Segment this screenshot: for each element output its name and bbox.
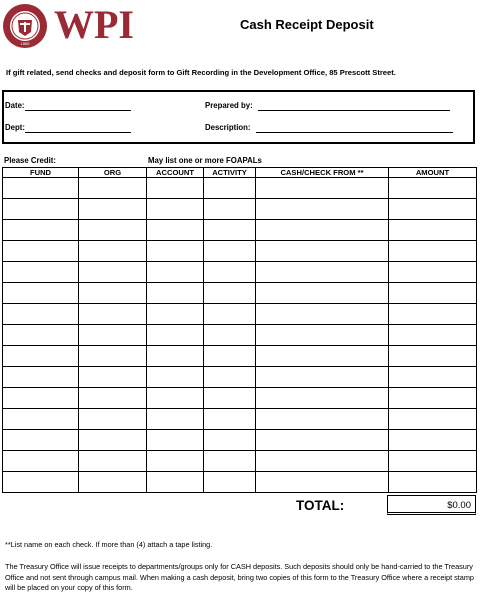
- cell-amount[interactable]: [389, 451, 477, 472]
- table-row: [3, 199, 477, 220]
- cell-fund[interactable]: [3, 346, 79, 367]
- description-field[interactable]: [256, 123, 453, 133]
- cell-cash-check-from[interactable]: [256, 199, 389, 220]
- table-row: [3, 388, 477, 409]
- table-row: [3, 304, 477, 325]
- table-row: [3, 220, 477, 241]
- cell-cash-check-from[interactable]: [256, 346, 389, 367]
- cell-org[interactable]: [79, 220, 147, 241]
- please-credit-label: Please Credit:: [4, 156, 57, 165]
- cell-org[interactable]: [79, 325, 147, 346]
- page-title: Cash Receipt Deposit: [240, 17, 374, 32]
- cell-activity[interactable]: [204, 367, 256, 388]
- cell-org[interactable]: [79, 304, 147, 325]
- cell-org[interactable]: [79, 241, 147, 262]
- cell-org[interactable]: [79, 472, 147, 493]
- cell-fund[interactable]: [3, 220, 79, 241]
- cell-amount[interactable]: [389, 262, 477, 283]
- cell-activity[interactable]: [204, 283, 256, 304]
- table-row: [3, 367, 477, 388]
- cell-activity[interactable]: [204, 241, 256, 262]
- cell-fund[interactable]: [3, 388, 79, 409]
- cell-amount[interactable]: [389, 283, 477, 304]
- cell-account[interactable]: [147, 430, 204, 451]
- cell-account[interactable]: [147, 241, 204, 262]
- cell-activity[interactable]: [204, 325, 256, 346]
- cell-amount[interactable]: [389, 220, 477, 241]
- info-box: [2, 90, 475, 144]
- cell-amount[interactable]: [389, 472, 477, 493]
- cell-activity[interactable]: [204, 178, 256, 199]
- cell-activity[interactable]: [204, 220, 256, 241]
- cell-activity[interactable]: [204, 346, 256, 367]
- cell-account[interactable]: [147, 262, 204, 283]
- cell-activity[interactable]: [204, 430, 256, 451]
- cell-account[interactable]: [147, 199, 204, 220]
- table-row: [3, 451, 477, 472]
- cell-fund[interactable]: [3, 451, 79, 472]
- cell-org[interactable]: [79, 199, 147, 220]
- total-amount: $0.00: [447, 500, 471, 511]
- table-row: [3, 262, 477, 283]
- cell-account[interactable]: [147, 409, 204, 430]
- col-header-activity: ACTIVITY: [204, 168, 256, 178]
- table-row: [3, 346, 477, 367]
- cell-activity[interactable]: [204, 388, 256, 409]
- gift-notice: If gift related, send checks and deposit form to Gift Recording in the Development Office, 85 Prescott Street.: [6, 68, 396, 77]
- svg-text:1865: 1865: [20, 41, 30, 46]
- foapal-note: May list one or more FOAPALs: [148, 156, 262, 165]
- table-row: [3, 325, 477, 346]
- dept-label: Dept:: [5, 123, 25, 132]
- col-header-amount: AMOUNT: [389, 168, 477, 178]
- table-header-row: [3, 168, 477, 178]
- cell-cash-check-from[interactable]: [256, 430, 389, 451]
- cell-org[interactable]: [79, 262, 147, 283]
- prepared-by-field[interactable]: [258, 101, 450, 111]
- cell-amount[interactable]: [389, 388, 477, 409]
- cell-account[interactable]: [147, 304, 204, 325]
- cell-amount[interactable]: [389, 346, 477, 367]
- cell-activity[interactable]: [204, 451, 256, 472]
- cell-cash-check-from[interactable]: [256, 472, 389, 493]
- dept-field[interactable]: [25, 123, 131, 133]
- cell-account[interactable]: [147, 388, 204, 409]
- date-field[interactable]: [25, 101, 131, 111]
- col-header-fund: FUND: [3, 168, 79, 178]
- date-label: Date:: [5, 101, 25, 110]
- table-row: [3, 283, 477, 304]
- description-label: Description:: [205, 123, 251, 132]
- cell-activity[interactable]: [204, 262, 256, 283]
- cell-activity[interactable]: [204, 304, 256, 325]
- wpi-seal-logo: [2, 3, 48, 49]
- wpi-wordmark: WPI: [54, 2, 134, 47]
- cell-account[interactable]: [147, 325, 204, 346]
- cell-org[interactable]: [79, 346, 147, 367]
- cell-activity[interactable]: [204, 409, 256, 430]
- cell-fund[interactable]: [3, 409, 79, 430]
- foapal-table: [2, 167, 476, 493]
- cell-fund[interactable]: [3, 430, 79, 451]
- cell-account[interactable]: [147, 220, 204, 241]
- cell-cash-check-from[interactable]: [256, 241, 389, 262]
- cell-org[interactable]: [79, 430, 147, 451]
- cell-cash-check-from[interactable]: [256, 367, 389, 388]
- cell-fund[interactable]: [3, 283, 79, 304]
- cell-amount[interactable]: [389, 430, 477, 451]
- cell-account[interactable]: [147, 283, 204, 304]
- table-row: [3, 430, 477, 451]
- cell-cash-check-from[interactable]: [256, 283, 389, 304]
- cell-org[interactable]: [79, 178, 147, 199]
- cell-amount[interactable]: [389, 325, 477, 346]
- prepared-by-label: Prepared by:: [205, 101, 253, 110]
- cell-fund[interactable]: [3, 472, 79, 493]
- cell-cash-check-from[interactable]: [256, 325, 389, 346]
- cell-account[interactable]: [147, 472, 204, 493]
- col-header-org: ORG: [79, 168, 147, 178]
- cell-org[interactable]: [79, 451, 147, 472]
- cell-activity[interactable]: [204, 472, 256, 493]
- cell-account[interactable]: [147, 451, 204, 472]
- cell-amount[interactable]: [389, 241, 477, 262]
- cell-org[interactable]: [79, 409, 147, 430]
- table-row: [3, 178, 477, 199]
- cell-cash-check-from[interactable]: [256, 304, 389, 325]
- cell-cash-check-from[interactable]: [256, 388, 389, 409]
- cell-fund[interactable]: [3, 262, 79, 283]
- treasury-instructions: The Treasury Office will issue receipts to departments/groups only for CASH deposits. Such deposits should only be hand-carried to the Treasury Office and not sent through campus mail. When making a cash deposit, bring two copies of this form to the Treasury Office where a receipt stamp will be placed on your copy of this form.: [5, 562, 474, 593]
- cell-amount[interactable]: [389, 178, 477, 199]
- cell-amount[interactable]: [389, 199, 477, 220]
- cell-fund[interactable]: [3, 178, 79, 199]
- total-amount-cell: [387, 495, 476, 515]
- cell-amount[interactable]: [389, 367, 477, 388]
- cell-activity[interactable]: [204, 199, 256, 220]
- cell-cash-check-from[interactable]: [256, 451, 389, 472]
- cell-org[interactable]: [79, 283, 147, 304]
- cell-org[interactable]: [79, 367, 147, 388]
- cell-fund[interactable]: [3, 367, 79, 388]
- cell-cash-check-from[interactable]: [256, 178, 389, 199]
- cell-account[interactable]: [147, 178, 204, 199]
- cell-cash-check-from[interactable]: [256, 262, 389, 283]
- col-header-cash-check-from: CASH/CHECK FROM **: [256, 168, 389, 178]
- cell-account[interactable]: [147, 346, 204, 367]
- cell-org[interactable]: [79, 388, 147, 409]
- cell-fund[interactable]: [3, 199, 79, 220]
- cell-cash-check-from[interactable]: [256, 409, 389, 430]
- table-row: [3, 241, 477, 262]
- cell-account[interactable]: [147, 367, 204, 388]
- footnote: **List name on each check. If more than (4) attach a tape listing.: [5, 540, 213, 549]
- cell-amount[interactable]: [389, 409, 477, 430]
- cell-fund[interactable]: [3, 304, 79, 325]
- cell-amount[interactable]: [389, 304, 477, 325]
- cell-fund[interactable]: [3, 325, 79, 346]
- total-label: TOTAL:: [296, 498, 345, 513]
- col-header-account: ACCOUNT: [147, 168, 204, 178]
- cell-cash-check-from[interactable]: [256, 220, 389, 241]
- table-row: [3, 409, 477, 430]
- table-row: [3, 472, 477, 493]
- cell-fund[interactable]: [3, 241, 79, 262]
